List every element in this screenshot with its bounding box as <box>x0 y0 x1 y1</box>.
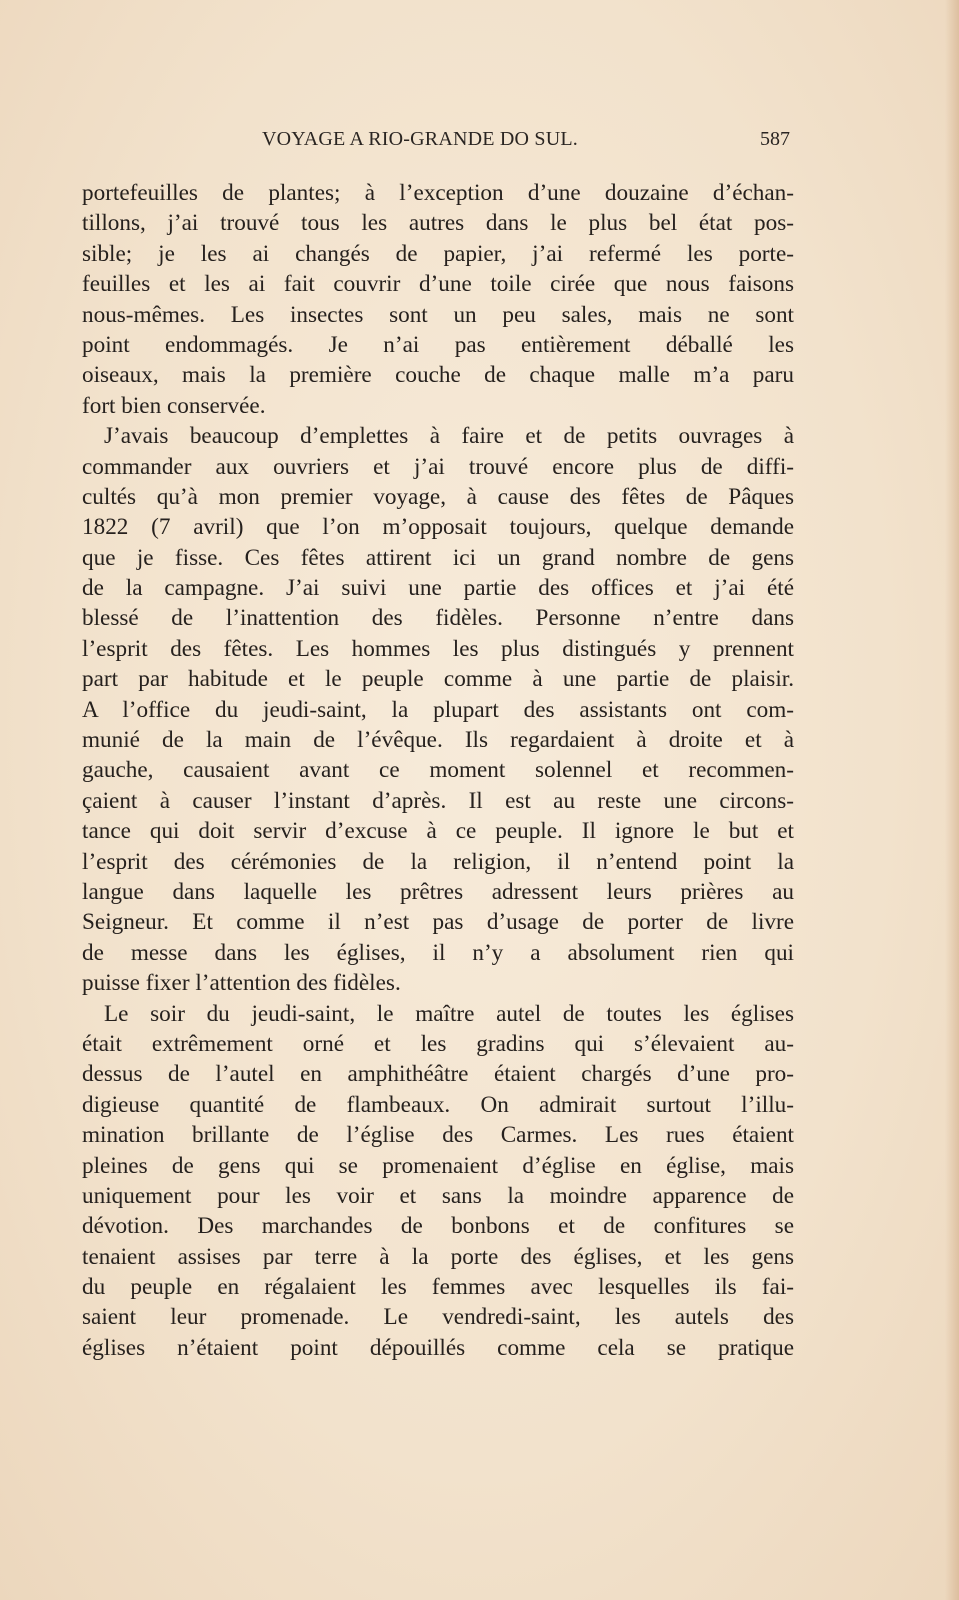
text-line: mination brillante de l’église des Carmes. Les rues étaient <box>82 1122 794 1149</box>
text-line: l’esprit des fêtes. Les hommes les plus distingués y prennent <box>82 635 794 662</box>
running-title: VOYAGE A RIO-GRANDE DO SUL. <box>262 128 578 150</box>
text-line: de la campagne. J’ai suivi une partie des offices et j’ai été <box>82 575 794 602</box>
text-line: dessus de l’autel en amphithéâtre étaient chargés d’une pro- <box>82 1061 794 1088</box>
body-text <box>82 178 794 1363</box>
paragraph-1 <box>82 178 794 421</box>
text-line: fort bien conservée. <box>82 392 266 419</box>
page-edge-shadow <box>945 0 959 1600</box>
text-line: langue dans laquelle les prêtres adressent leurs prières au <box>82 878 794 905</box>
text-line: point endommagés. Je n’ai pas entièrement déballé les <box>82 331 794 358</box>
text-line: 1822 (7 avril) que l’on m’opposait toujours, quelque demande <box>82 514 794 541</box>
paragraph-2 <box>82 421 794 998</box>
text-line: églises n’étaient point dépouillés comme cela se pratique <box>82 1334 794 1361</box>
text-line: commander aux ouvriers et j’ai trouvé encore plus de diffi- <box>82 453 794 480</box>
text-line: pleines de gens qui se promenaient d’église en église, mais <box>82 1152 794 1179</box>
paragraph-3 <box>82 999 794 1364</box>
text-line: nous-mêmes. Les insectes sont un peu sales, mais ne sont <box>82 301 794 328</box>
text-line: munié de la main de l’évêque. Ils regardaient à droite et à <box>82 727 794 754</box>
text-line: çaient à causer l’instant d’après. Il est au reste une circons- <box>82 787 794 814</box>
text-line: gauche, causaient avant ce moment solennel et recommen- <box>82 757 794 784</box>
text-line: oiseaux, mais la première couche de chaque malle m’a paru <box>82 362 794 389</box>
text-line: J’avais beaucoup d’emplettes à faire et de petits ouvrages à <box>104 423 794 450</box>
text-line: était extrêmement orné et les gradins qui s’élevaient au- <box>82 1030 794 1057</box>
text-line: cultés qu’à mon premier voyage, à cause des fêtes de Pâques <box>82 483 794 510</box>
text-line: puisse fixer l’attention des fidèles. <box>82 970 401 997</box>
text-line: uniquement pour les voir et sans la moindre apparence de <box>82 1182 794 1209</box>
page-number: 587 <box>760 128 790 150</box>
text-line: que je fisse. Ces fêtes attirent ici un grand nombre de gens <box>82 544 794 571</box>
text-line: A l’office du jeudi-saint, la plupart des assistants ont com- <box>82 696 794 723</box>
text-line: blessé de l’inattention des fidèles. Personne n’entre dans <box>82 605 794 632</box>
text-line: Le soir du jeudi-saint, le maître autel de toutes les églises <box>104 1000 794 1027</box>
text-line: du peuple en régalaient les femmes avec lesquelles ils fai- <box>82 1274 794 1301</box>
text-line: sible; je les ai changés de papier, j’ai refermé les porte- <box>82 240 794 267</box>
text-line: feuilles et les ai fait couvrir d’une toile cirée que nous faisons <box>82 271 794 298</box>
text-line: de messe dans les églises, il n’y a absolument rien qui <box>82 939 794 966</box>
text-line: tance qui doit servir d’excuse à ce peuple. Il ignore le but et <box>82 818 794 845</box>
text-line: Seigneur. Et comme il n’est pas d’usage de porter de livre <box>82 909 794 936</box>
running-head <box>262 128 790 158</box>
text-line: tenaient assises par terre à la porte des églises, et les gens <box>82 1243 794 1270</box>
text-line: digieuse quantité de flambeaux. On admirait surtout l’illu- <box>82 1091 794 1118</box>
text-line: dévotion. Des marchandes de bonbons et de confitures se <box>82 1213 794 1240</box>
text-line: l’esprit des cérémonies de la religion, il n’entend point la <box>82 848 794 875</box>
text-line: tillons, j’ai trouvé tous les autres dans le plus bel état pos- <box>82 210 794 237</box>
text-line: saient leur promenade. Le vendredi-saint, les autels des <box>82 1304 794 1331</box>
text-line: part par habitude et le peuple comme à une partie de plaisir. <box>82 666 794 693</box>
text-line: portefeuilles de plantes; à l’exception d’une douzaine d’échan- <box>82 180 794 206</box>
